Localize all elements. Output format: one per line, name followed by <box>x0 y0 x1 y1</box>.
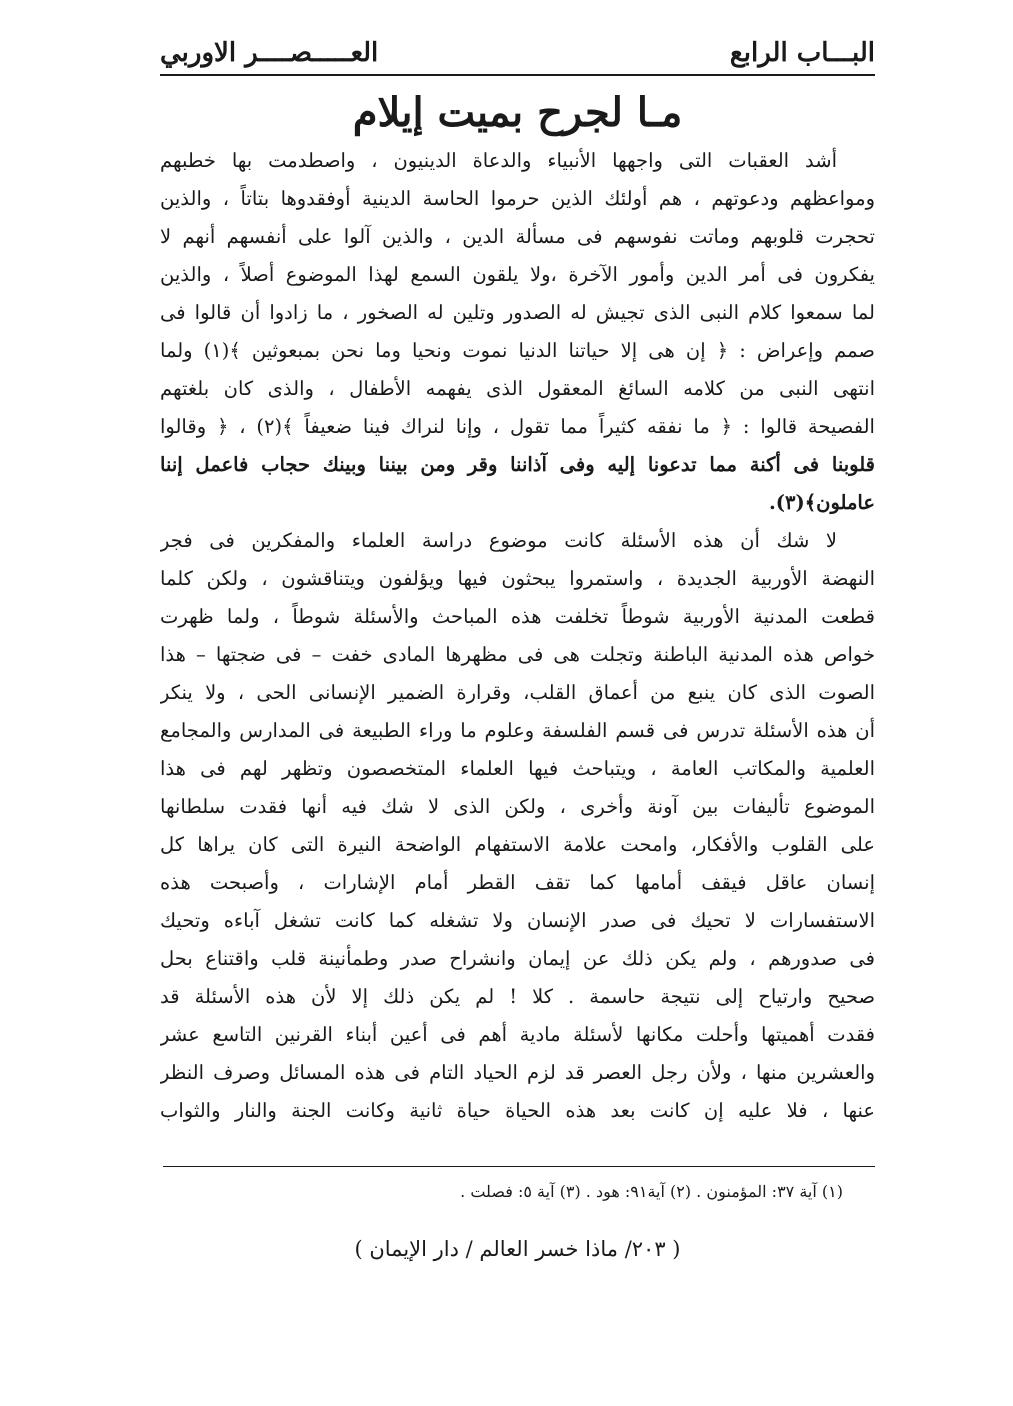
text-line: عنها ، فلا عليه إن كانت بعد هذه الحياة حياة ثانية وكانت الجنة والنار والثواب <box>160 1099 875 1122</box>
text-line: خواص هذه المدنية الباطنة وتجلت هى فى مظهرها المادى خفت – فى ضجتها – هذا <box>160 643 875 666</box>
text-line: الفصيحة قالوا : ﴿ ما نفقه كثيراً مما تقول ، وإنا لنراك فينا ضعيفاً ﴾(٢) ، ﴿ وقالوا <box>160 415 875 438</box>
text-line: صحيح وارتياح إلى نتيجة حاسمة . كلا ! لم يكن ذلك إلا لأن هذه الأسئلة قد <box>160 985 875 1008</box>
paragraph-2 <box>160 522 875 1130</box>
text-line: الصوت الذى كان ينبع من أعماق القلب، وقرارة الضمير الإنسانى الحى ، ولا ينكر <box>160 681 875 704</box>
quran-verse-line: عاملون﴾(٣). <box>768 491 875 514</box>
running-header <box>160 36 875 76</box>
text-line: فقدت أهميتها وأحلت مكانها لأسئلة مادية أهم فى أعين أبناء القرنين التاسع عشر <box>160 1023 875 1046</box>
text-line: أن هذه الأسئلة تدرس فى قسم الفلسفة وعلوم ما وراء الطبيعة فى المدارس والمجامع <box>160 719 875 742</box>
text-line: الموضوع تأليفات بين آونة وأخرى ، ولكن الذى لا شك فيه أنها فقدت سلطانها <box>160 795 875 818</box>
text-line: الاستفسارات لا تحيك فى صدر الإنسان ولا تشغله كما كانت تشغل آباءه وتحيك <box>160 909 875 932</box>
page-footer: ( ٢٠٣/ ماذا خسر العالم / دار الإيمان ) <box>354 1237 681 1261</box>
text-line: إنسان عاقل فيقف أمامها كما تقف القطر أمام الإشارات ، وأصبحت هذه <box>160 871 875 894</box>
text-line: انتهى النبى من كلامه السائغ المعقول الذى يفهمه الأطفال ، والذى كان بلغتهم <box>160 377 875 400</box>
text-line: قطعت المدنية الأوربية شوطاً تخلفت هذه المباحث والأسئلة شوطاً ، ولما ظهرت <box>160 605 875 628</box>
section-title: مـا لجرح بميت إيلام <box>352 89 683 136</box>
text-line: على القلوب والأفكار، وامحت علامة الاستفهام الواضحة النيرة التى كان يراها كل <box>160 833 875 856</box>
text-line: ومواعظهم ودعوتهم ، هم أولئك الذين حرموا الحاسة الدينية أوفقدوها بتاتاً ، والذين <box>160 187 875 210</box>
body-text <box>160 142 875 1130</box>
text-line: صمم وإعراض : ﴿ إن هى إلا حياتنا الدنيا نموت ونحيا وما نحن بمبعوثين ﴾(١) ولما <box>160 339 875 362</box>
text-line: النهضة الأوربية الجديدة ، واستمروا يبحثون فيها ويؤلفون ويتناقشون ، ولكن كلما <box>160 567 875 590</box>
text-line: فى صدورهم ، ولم يكن ذلك عن إيمان وانشراح صدر وطمأنينة قلب واقتناع بحل <box>160 947 875 970</box>
text-line: تحجرت قلوبهم وماتت نفوسهم فى مسألة الدين ، والذين آلوا على أنفسهم أنهم لا <box>160 225 875 248</box>
text-line: لما سمعوا كلام النبى الذى تجيش له الصدور وتلين له الصخور ، ما زادوا أن قالوا فى <box>160 301 875 324</box>
footnote-rule <box>163 1166 875 1167</box>
paragraph-1 <box>160 142 875 522</box>
quran-verse-line: قلوبنا فى أكنة مما تدعونا إليه وفى آذاننا وقر ومن بيننا وبينك حجاب فاعمل إننا <box>160 453 875 476</box>
chapter-heading: البـــاب الرابع <box>729 38 875 68</box>
header-rule <box>160 74 875 76</box>
footnotes: (١) آية ٣٧: المؤمنون . (٢) آية٩١: هود . (٣) آية ٥: فصلت . <box>460 1182 843 1201</box>
text-line: لا شك أن هذه الأسئلة كانت موضوع دراسة العلماء والمفكرين فى فجر <box>160 529 837 552</box>
text-line: والعشرين منها ، ولأن رجل العصر قد لزم الحياد التام فى هذه المسائل وصرف النظر <box>160 1061 875 1084</box>
text-line: يفكرون فى أمر الدين وأمور الآخرة ،ولا يلقون السمع لهذا الموضوع أصلاً ، والذين <box>160 263 875 286</box>
text-line: أشد العقبات التى واجهها الأنبياء والدعاة الدينيون ، واصطدمت بها خطبهم <box>160 149 837 172</box>
text-line: العلمية والمكاتب العامة ، ويتباحث فيها العلماء المتخصصون وتظهر لهم فى هذا <box>160 757 875 780</box>
section-heading: العـــــصــــر الاوربي <box>160 38 379 68</box>
